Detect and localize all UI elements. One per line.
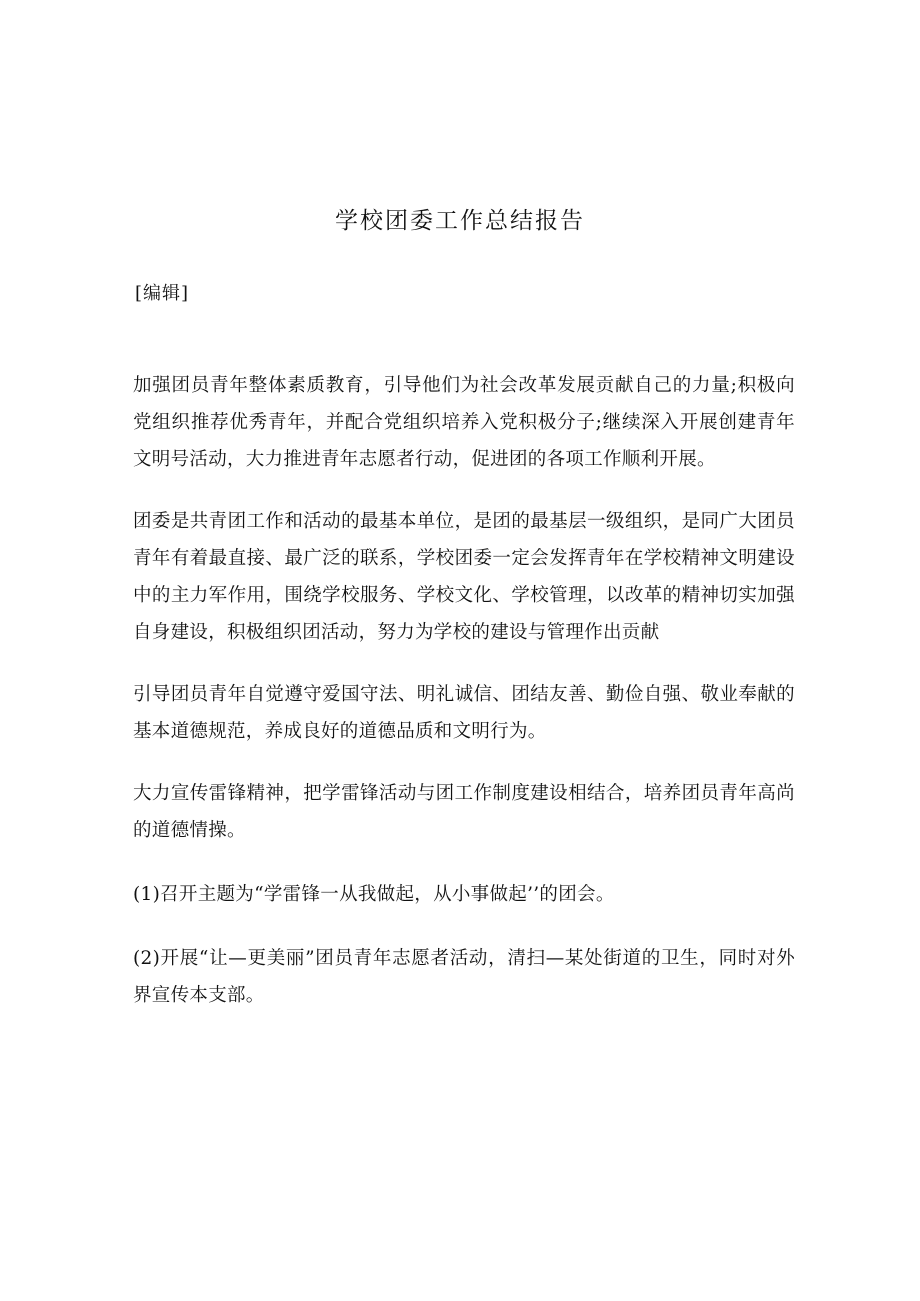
paragraph-intro: 加强团员青年整体素质教育，引导他们为社会改革发展贡献自己的力量;积极向党组织推荐优秀青年，并配合党组织培养入党积极分子;继续深入开展创建青年文明号活动，大力推进青年志愿者行动，促进团的各项工作顺利开展。 [133, 375, 795, 470]
document-title: 学校团委工作总结报告 [335, 208, 585, 234]
paragraph-lei-feng-spirit: 大力宣传雷锋精神，把学雷锋活动与团工作制度建设相结合，培养团员青年高尚的道德情操。 [133, 783, 795, 841]
edit-link[interactable]: [编辑] [135, 283, 190, 304]
paragraph-activity-1: (1)召开主题为“学雷锋一从我做起，从小事做起’’的团会。 [133, 884, 615, 905]
document-body [133, 367, 795, 1039]
paragraph-league-committee: 团委是共青团工作和活动的最基本单位，是团的最基层一级组织，是同广大团员青年有着最直接、最广泛的联系，学校团委一定会发挥青年在学校精神文明建设中的主力军作用，围绕学校服务、学校文化、学校管理，以改革的精神切实加强自身建设，积极组织团活动，努力为学校的建设与管理作出贡献 [133, 511, 795, 643]
paragraph-activity-2: (2)开展“让—更美丽”团员青年志愿者活动，清扫—某处街道的卫生，同时对外界宣传本支部。 [133, 948, 795, 1006]
paragraph-moral-guidance: 引导团员青年自觉遵守爱国守法、明礼诚信、团结友善、勤俭自强、敬业奉献的基本道德规范，养成良好的道德品质和文明行为。 [133, 684, 795, 742]
